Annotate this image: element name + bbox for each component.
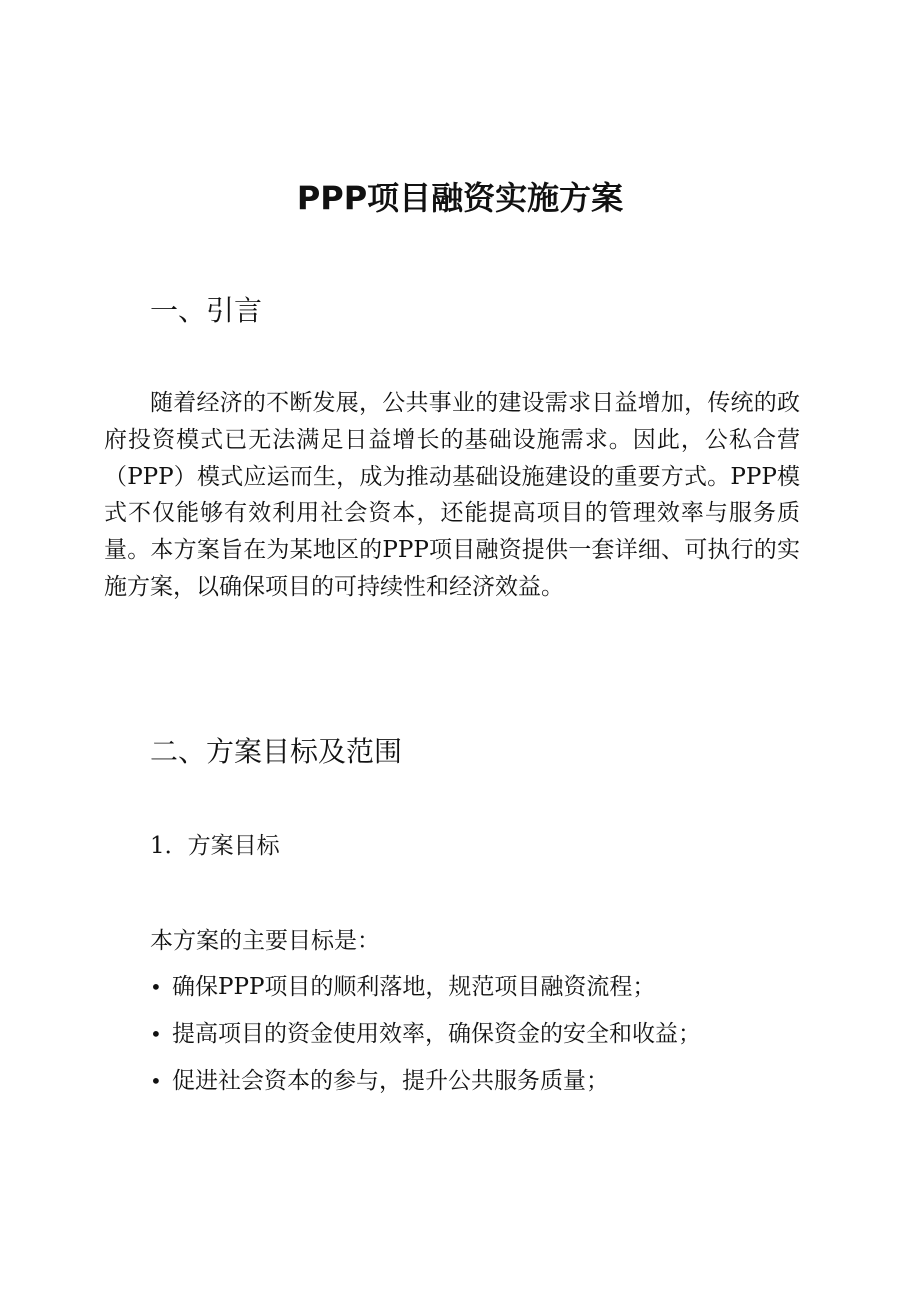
list-item-text: 提高项目的资金使用效率，确保资金的安全和收益； (172, 1021, 701, 1047)
goals-lead-text: 本方案的主要目标是： (150, 928, 380, 954)
list-item (150, 1017, 701, 1051)
bullet-icon: • (150, 1022, 162, 1046)
subsection-heading-goals: 1．方案目标 (150, 833, 280, 859)
list-item-text: 促进社会资本的参与，提升公共服务质量； (172, 1068, 609, 1094)
section-heading-introduction: 一、引言 (150, 294, 263, 327)
list-item (150, 970, 701, 1004)
goals-bullet-list (150, 970, 701, 1111)
introduction-paragraph: 随着经济的不断发展，公共事业的建设需求日益增加，传统的政府投资模式已无法满足日益增长的基础设施需求。因此，公私合营（PPP）模式应运而生，成为推动基础设施建设的重要方式。PPP模式不仅能够有效利用社会资本，还能提高项目的管理效率与服务质量。本方案旨在为某地区的PPP项目融资提供一套详细、可执行的实施方案，以确保项目的可持续性和经济效益。 (104, 390, 800, 600)
bullet-icon: • (150, 975, 162, 999)
list-item (150, 1064, 701, 1098)
section-heading-goals-and-scope: 二、方案目标及范围 (150, 735, 403, 768)
list-item-text: 确保PPP项目的顺利落地，规范项目融资流程； (172, 974, 656, 1000)
document-title: PPP项目融资实施方案 (296, 179, 624, 217)
bullet-icon: • (150, 1069, 162, 1093)
